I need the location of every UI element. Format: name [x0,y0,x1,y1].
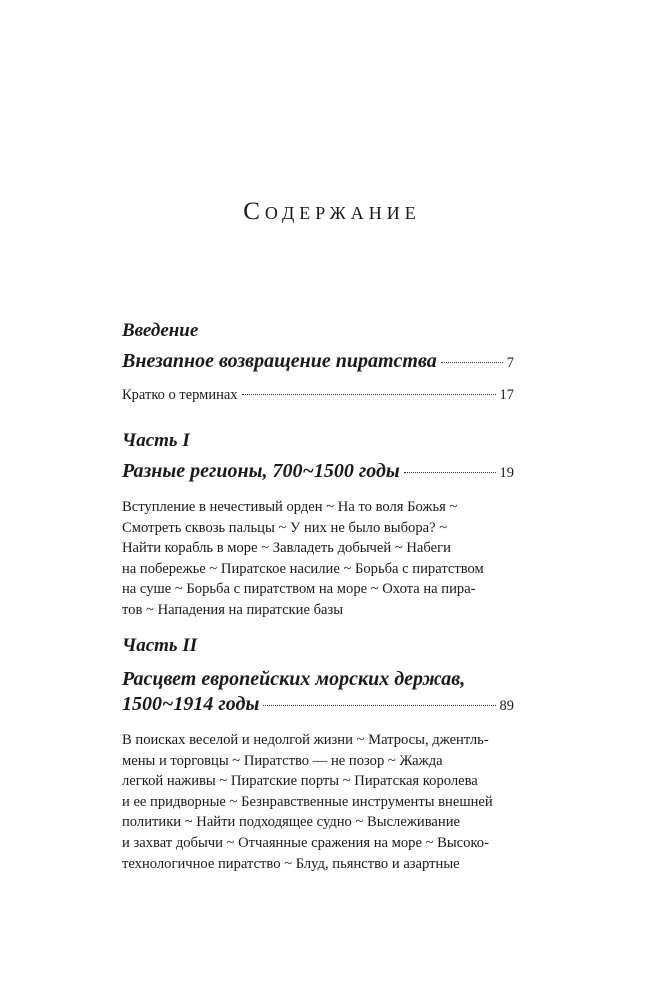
description-line: Найти корабль в море ~ Завладеть добычей ~ Набеги [122,540,451,557]
toc-entry-title: Внезапное возвращение пиратства [122,350,437,372]
section-label-part-1: Часть I [122,430,190,451]
toc-entry-title: Кратко о терминах [122,387,238,403]
toc-entry-part-1[interactable] [122,460,514,483]
description-line: технологичное пиратство ~ Блуд, пьянство и азартные [122,855,460,872]
section-label-part-2: Часть II [122,635,198,656]
dot-leader [263,705,495,706]
toc-entry-intro-1[interactable] [122,350,514,373]
description-line: на суше ~ Борьба с пиратством на море ~ Охота на пира- [122,581,476,598]
description-line: мены и торговцы ~ Пиратство — не позор ~ Жажда [122,752,443,769]
toc-page-number: 89 [499,698,514,714]
section-label-intro: Введение [122,320,199,341]
page-title: Содержание [243,198,421,225]
dot-leader [441,362,503,363]
dot-leader [404,472,496,473]
section-part-2 [122,635,514,874]
description-line: политики ~ Найти подходящее судно ~ Выслеживание [122,814,460,831]
description-line: на побережье ~ Пиратское насилие ~ Борьба с пиратством [122,560,484,577]
toc-page-number: 19 [499,465,514,481]
toc-entry-intro-2[interactable] [122,387,514,404]
toc-page-number: 7 [506,355,514,371]
toc-page-number: 17 [499,387,514,403]
section-description-part-1 [122,497,514,621]
toc-entry-title: Разные регионы, 700~1500 годы [122,460,400,482]
toc-entry-part-2[interactable] [122,693,514,716]
section-intro [122,320,514,404]
description-line: Вступление в нечестивый орден ~ На то воля Божья ~ [122,499,458,515]
description-line: тов ~ Нападения на пиратские базы [122,601,344,618]
dot-leader [242,394,496,395]
toc-entry-title: 1500~1914 годы [122,693,260,715]
toc-entry-title-line-1[interactable]: Расцвет европейских морских держав, [122,668,466,690]
description-line: легкой наживы ~ Пиратские порты ~ Пиратская королева [122,773,478,790]
section-description-part-2 [122,730,514,874]
description-line: и захват добычи ~ Отчаянные сражения на море ~ Высоко- [122,834,489,851]
description-line: и ее придворные ~ Безнравственные инструменты внешней [122,793,493,810]
description-line: Смотреть сквозь пальцы ~ У них не было выбора? ~ [122,519,448,536]
description-line: В поисках веселой и недолгой жизни ~ Матросы, джентль- [122,732,489,748]
section-part-1 [122,430,514,621]
